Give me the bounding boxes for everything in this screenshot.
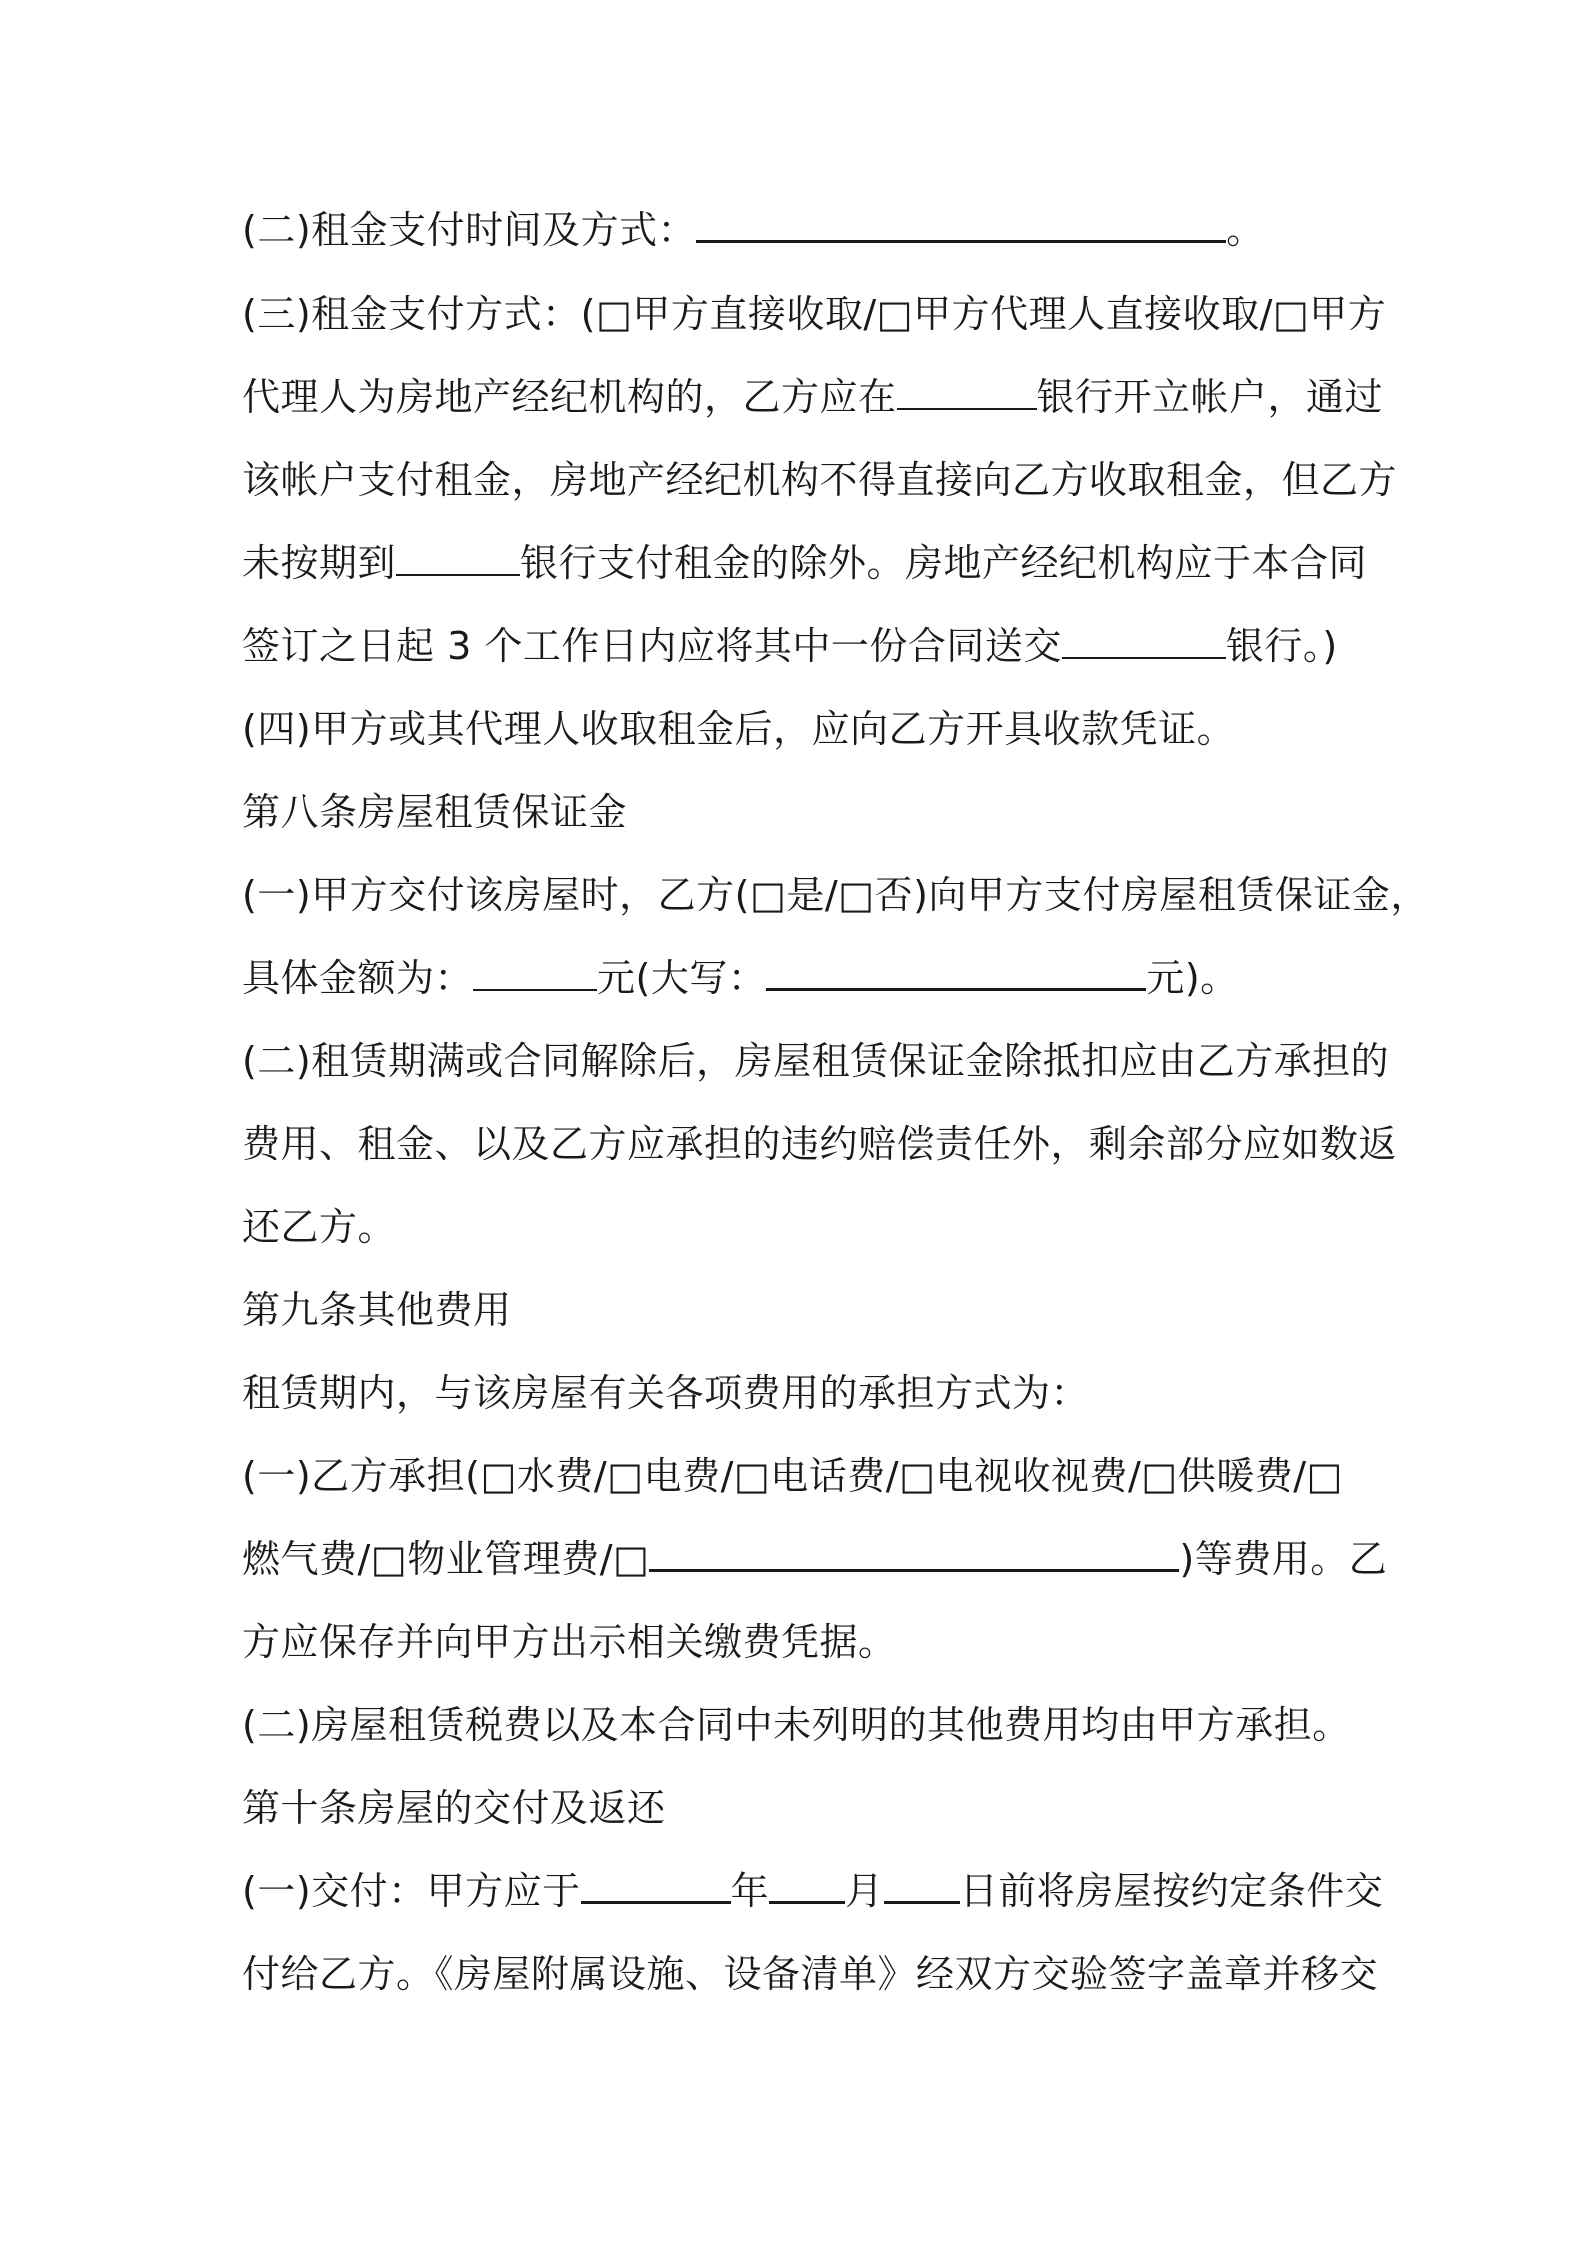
text: (一)交付：甲方应于 xyxy=(242,1869,581,1913)
text: 日前将房屋按约定条件交 xyxy=(959,1869,1384,1913)
bank-blank xyxy=(396,544,520,576)
bank-blank xyxy=(897,378,1037,410)
article-9-heading xyxy=(242,1286,1486,1334)
text: (四)甲方或其代理人收取租金后，应向乙方开具收款凭证。 xyxy=(242,707,1236,751)
clause-7-3-line2 xyxy=(242,373,1486,421)
text: 未按期到 xyxy=(242,541,397,585)
text: 租赁期内，与该房屋有关各项费用的承担方式为： xyxy=(242,1371,1090,1415)
clause-9-1-tenant-costs xyxy=(242,1452,1486,1500)
clause-7-2-rent-time xyxy=(242,206,1486,254)
article-10-heading xyxy=(242,1784,1486,1832)
text: 具体金额为： xyxy=(242,956,474,1000)
clause-7-4-receipt xyxy=(242,705,1486,753)
clause-7-3-payment-method xyxy=(242,290,1486,338)
text: 签订之日起 3 个工作日内应将其中一份合同送交 xyxy=(242,624,1062,668)
text: 费用、租金、以及乙方应承担的违约赔偿责任外，剩余部分应如数返 xyxy=(242,1122,1398,1166)
clause-10-1-delivery xyxy=(242,1867,1486,1915)
text: 银行支付租金的除外。房地产经纪机构应于本合同 xyxy=(520,541,1368,585)
text: 银行开立帐户，通过 xyxy=(1036,375,1384,419)
text: (一)甲方交付该房屋时，乙方(□是/□否)向甲方支付房屋租赁保证金， xyxy=(242,873,1429,917)
text: 燃气费/□物业管理费/□ xyxy=(242,1537,650,1581)
text: 还乙方。 xyxy=(242,1205,397,1249)
text: 元(大写： xyxy=(597,956,767,1000)
other-fees-blank xyxy=(649,1539,1179,1572)
day-blank xyxy=(884,1871,960,1904)
amount-words-blank xyxy=(766,958,1146,991)
bank-blank xyxy=(1062,627,1226,659)
text: 。 xyxy=(1226,208,1265,252)
clause-10-1-line2 xyxy=(242,1950,1486,1998)
clause-8-2-refund xyxy=(242,1037,1486,1085)
text: 银行。) xyxy=(1225,624,1338,668)
clause-7-3-line4 xyxy=(242,539,1486,587)
text: 第八条房屋租赁保证金 xyxy=(242,790,628,834)
text: 第十条房屋的交付及返还 xyxy=(242,1786,666,1830)
article-9-intro xyxy=(242,1369,1486,1417)
text: (二)租金支付时间及方式： xyxy=(242,208,697,252)
month-blank xyxy=(769,1871,845,1904)
text: (二)房屋租赁税费以及本合同中未列明的其他费用均由甲方承担。 xyxy=(242,1703,1351,1747)
clause-9-1-line3 xyxy=(242,1618,1486,1666)
clause-8-1-deposit xyxy=(242,871,1486,919)
text: (三)租金支付方式：(□甲方直接收取/□甲方代理人直接收取/□甲方 xyxy=(242,292,1387,336)
text: 方应保存并向甲方出示相关缴费凭据。 xyxy=(242,1620,897,1664)
text: (二)租赁期满或合同解除后，房屋租赁保证金除抵扣应由乙方承担的 xyxy=(242,1039,1390,1083)
text: 该帐户支付租金，房地产经纪机构不得直接向乙方收取租金，但乙方 xyxy=(242,458,1398,502)
clause-9-1-line2 xyxy=(242,1535,1486,1583)
text: 付给乙方。《房屋附属设施、设备清单》经双方交验签字盖章并移交 xyxy=(242,1952,1379,1996)
clause-9-2-landlord-costs xyxy=(242,1701,1486,1749)
text: 月 xyxy=(845,1869,884,1913)
text: 元)。 xyxy=(1146,956,1239,1000)
article-8-heading xyxy=(242,788,1486,836)
clause-7-3-line5 xyxy=(242,622,1486,670)
blank-line xyxy=(696,210,1226,243)
text: (一)乙方承担(□水费/□电费/□电话费/□电视收视费/□供暖费/□ xyxy=(242,1454,1343,1498)
text: 代理人为房地产经纪机构的，乙方应在 xyxy=(242,375,897,419)
clause-8-1-amount xyxy=(242,954,1486,1002)
year-blank xyxy=(581,1871,731,1904)
clause-8-2-line2 xyxy=(242,1120,1486,1168)
text: 年 xyxy=(730,1869,770,1913)
clause-7-3-line3 xyxy=(242,456,1486,504)
text: 第九条其他费用 xyxy=(242,1288,512,1332)
amount-blank xyxy=(473,959,597,991)
clause-8-2-line3 xyxy=(242,1203,1486,1251)
text: )等费用。乙 xyxy=(1179,1537,1388,1581)
